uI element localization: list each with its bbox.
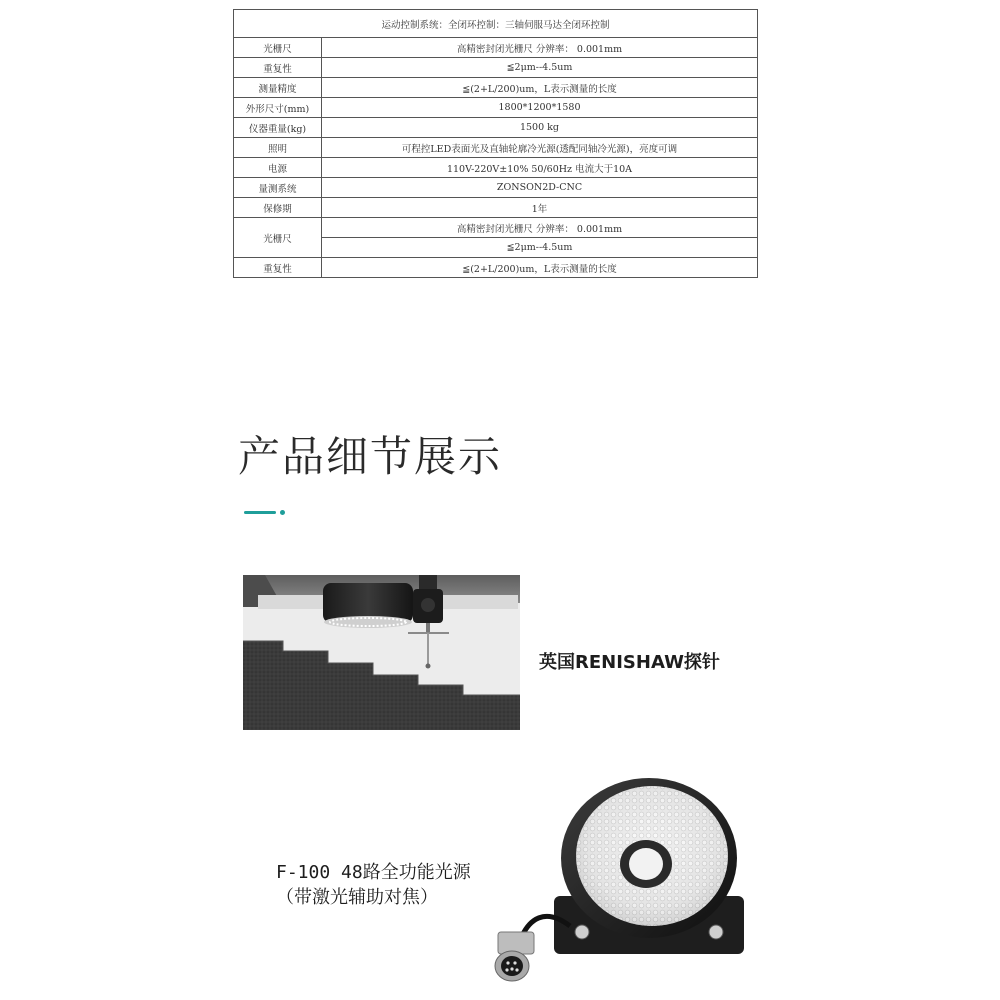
table-row xyxy=(234,158,758,178)
spec-value: ≦(2+L/200)um，L表示测量的长度 xyxy=(322,78,758,98)
spec-value: 可程控LED表面光及直轴轮廓冷光源(透配同轴冷光源)，亮度可调 xyxy=(322,138,758,158)
spec-label: 重复性 xyxy=(234,258,322,278)
light-source-photo xyxy=(484,776,754,988)
light-caption xyxy=(276,860,471,910)
spec-label-grating: 光栅尺 xyxy=(234,218,322,258)
spec-header-row xyxy=(234,10,758,38)
spec-label: 重复性 xyxy=(234,58,322,78)
table-row xyxy=(234,38,758,58)
spec-value: ≦(2+L/200)um，L表示测量的长度 xyxy=(322,258,758,278)
accent-underline xyxy=(244,509,288,517)
spec-label: 光栅尺 xyxy=(234,38,322,58)
spec-label: 测量精度 xyxy=(234,78,322,98)
light-caption-line2: （带激光辅助对焦） xyxy=(276,887,438,908)
spec-value: ZONSON2D-CNC xyxy=(322,178,758,198)
table-row xyxy=(234,78,758,98)
table-row xyxy=(234,218,758,238)
section-title: 产品细节展示 xyxy=(238,432,503,481)
spec-value: ≦2μm--4.5um xyxy=(322,238,758,258)
spec-value: ≦2μm--4.5um xyxy=(322,58,758,78)
spec-value: 高精密封闭光栅尺 分辨率： 0.001mm xyxy=(322,38,758,58)
spec-label: 外形尺寸(mm) xyxy=(234,98,322,118)
light-caption-line1: F-100 48路全功能光源 xyxy=(276,862,471,883)
spec-header-cell: 运动控制系统：全闭环控制：三轴伺服马达全闭环控制 xyxy=(234,10,758,38)
spec-label: 照明 xyxy=(234,138,322,158)
table-row xyxy=(234,178,758,198)
accent-dot xyxy=(280,510,285,515)
spec-label: 仪器重量(kg) xyxy=(234,118,322,138)
table-row xyxy=(234,258,758,278)
spec-table xyxy=(233,9,758,278)
table-row xyxy=(234,98,758,118)
table-row xyxy=(234,138,758,158)
spec-value: 1800*1200*1580 xyxy=(322,98,758,118)
spec-label: 电源 xyxy=(234,158,322,178)
probe-photo xyxy=(243,575,520,730)
accent-bar xyxy=(244,511,276,514)
spec-label: 量测系统 xyxy=(234,178,322,198)
table-row xyxy=(234,118,758,138)
spec-value: 1500 kg xyxy=(322,118,758,138)
spec-label: 保修期 xyxy=(234,198,322,218)
probe-caption: 英国RENISHAW探针 xyxy=(539,652,720,673)
spec-value: 110V-220V±10% 50/60Hz 电流大于10A xyxy=(322,158,758,178)
table-row xyxy=(234,58,758,78)
table-row xyxy=(234,198,758,218)
spec-value: 1年 xyxy=(322,198,758,218)
spec-value: 高精密封闭光栅尺 分辨率： 0.001mm xyxy=(322,218,758,238)
